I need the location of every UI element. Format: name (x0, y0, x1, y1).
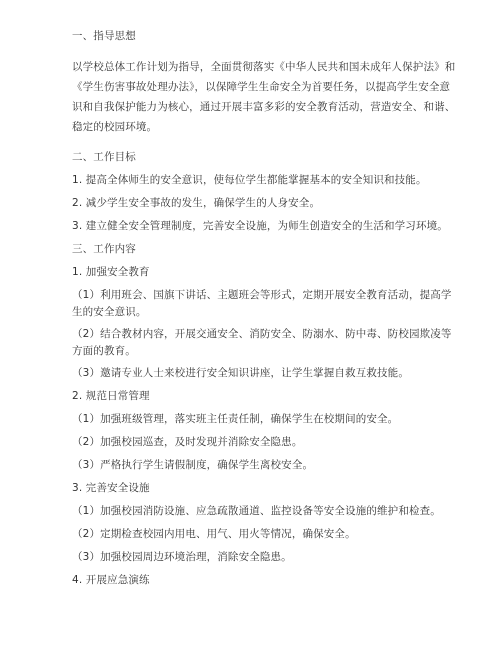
subheading: 4. 开展应急演练 (72, 574, 150, 586)
subheading: 3. 完善安全设施 (72, 482, 150, 494)
list-item: 2. 减少学生安全事故的发生，确保学生的人身安全。 (72, 197, 321, 209)
list-item: （2）加强校园巡查，及时发现并消除安全隐患。 (72, 436, 303, 448)
subheading: 2. 规范日常管理 (72, 390, 150, 402)
list-item: （2）定期检查校园内用电、用气、用火等情况，确保安全。 (72, 528, 356, 540)
list-item: （1）加强校园消防设施、应急疏散通道、监控设备等安全设施的维护和检查。 (72, 505, 441, 517)
section-heading-1: 一、指导思想 (72, 30, 136, 42)
list-item: 3. 建立健全安全管理制度，完善安全设施，为师生创造安全的生活和学习环境。 (72, 220, 448, 232)
list-item: 1. 提高全体师生的安全意识，使每位学生都能掌握基本的安全知识和技能。 (72, 174, 427, 186)
paragraph-line: 识和自我保护能力为核心，通过开展丰富多彩的安全教育活动，营造安全、和谐、 (72, 101, 456, 113)
list-item: （1）利用班会、国旗下讲话、主题班会等形式，定期开展安全教育活动，提高学 (72, 289, 452, 301)
list-item: （3）加强校园周边环境治理，消除安全隐患。 (72, 551, 292, 563)
list-item: （2）结合教材内容，开展交通安全、消防安全、防溺水、防中毒、防校园欺凌等 (72, 328, 452, 340)
paragraph-line: 以学校总体工作计划为指导，全面贯彻落实《中华人民共和国未成年人保护法》和 (72, 61, 456, 73)
subheading: 1. 加强安全教育 (72, 266, 150, 278)
list-item-continuation: 方面的教育。 (72, 345, 136, 357)
paragraph-line: 《学生伤害事故处理办法》，以保障学生生命安全为首要任务，以提高学生安全意 (72, 81, 451, 93)
section-heading-3: 三、工作内容 (72, 243, 136, 255)
list-item: （3）邀请专业人士来校进行安全知识讲座，让学生掌握自救互救技能。 (72, 367, 409, 379)
section-heading-2: 二、工作目标 (72, 151, 136, 163)
paragraph-line: 稳定的校园环境。 (72, 121, 158, 133)
list-item-continuation: 生的安全意识。 (72, 306, 147, 318)
list-item: （3）严格执行学生请假制度，确保学生离校安全。 (72, 459, 314, 471)
list-item: （1）加强班级管理，落实班主任责任制，确保学生在校期间的安全。 (72, 413, 399, 425)
